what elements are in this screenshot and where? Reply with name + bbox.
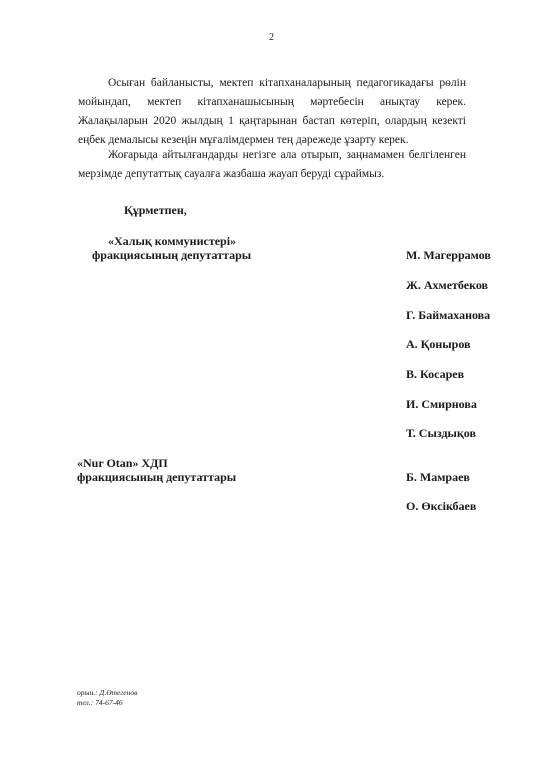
deputy-signature: О. Өксікбаев bbox=[406, 499, 477, 513]
deputy-signature: Г. Баймаханова bbox=[406, 308, 491, 322]
page-number: 2 bbox=[269, 32, 274, 43]
executor-note: орын.: Д.Өтегенов bbox=[77, 688, 138, 697]
deputy-signature: И. Смирнова bbox=[406, 397, 477, 411]
deputy-signature: Ж. Ахметбеков bbox=[406, 278, 489, 292]
closing-salutation: Құрметпен, bbox=[124, 203, 187, 217]
faction1-name: «Халық коммунистері» bbox=[108, 234, 237, 248]
deputy-signature: М. Магеррамов bbox=[406, 248, 491, 262]
paragraph-2-text: Жоғарыда айтылғандарды негізге ала отырып, заңнамамен белгіленген мерзімде депутаттық сауалға жазбаша жауап беруді сұраймыз. bbox=[78, 149, 466, 180]
deputy-signature: Б. Мамраев bbox=[406, 470, 470, 484]
deputy-signature: А. Қоныров bbox=[406, 337, 471, 351]
phone-note: тел.: 74-67-46 bbox=[77, 698, 123, 707]
deputy-signature: Т. Сыздықов bbox=[406, 426, 476, 440]
paragraph-1-text: Осыған байланысты, мектеп кітапханаларының педагогикадағы рөлін мойындап, мектеп кітапханашысының мәртебесін анықтау керек. Жалақыларын 2020 жылдың 1 қаңтарынан бастап көтеріп, олардың кезекті еңбек демалысы кезеңін мұғалімдермен тең дәрежеде ұзарту керек. bbox=[78, 77, 466, 146]
paragraph-1 bbox=[78, 74, 466, 150]
faction2-name: «Nur Otan» ХДП bbox=[77, 456, 168, 470]
paragraph-2 bbox=[78, 146, 466, 184]
deputy-signature: В. Косарев bbox=[406, 367, 465, 381]
faction1-title: фракциясының депутаттары bbox=[92, 248, 252, 262]
faction2-title: фракциясының депутаттары bbox=[77, 470, 237, 484]
